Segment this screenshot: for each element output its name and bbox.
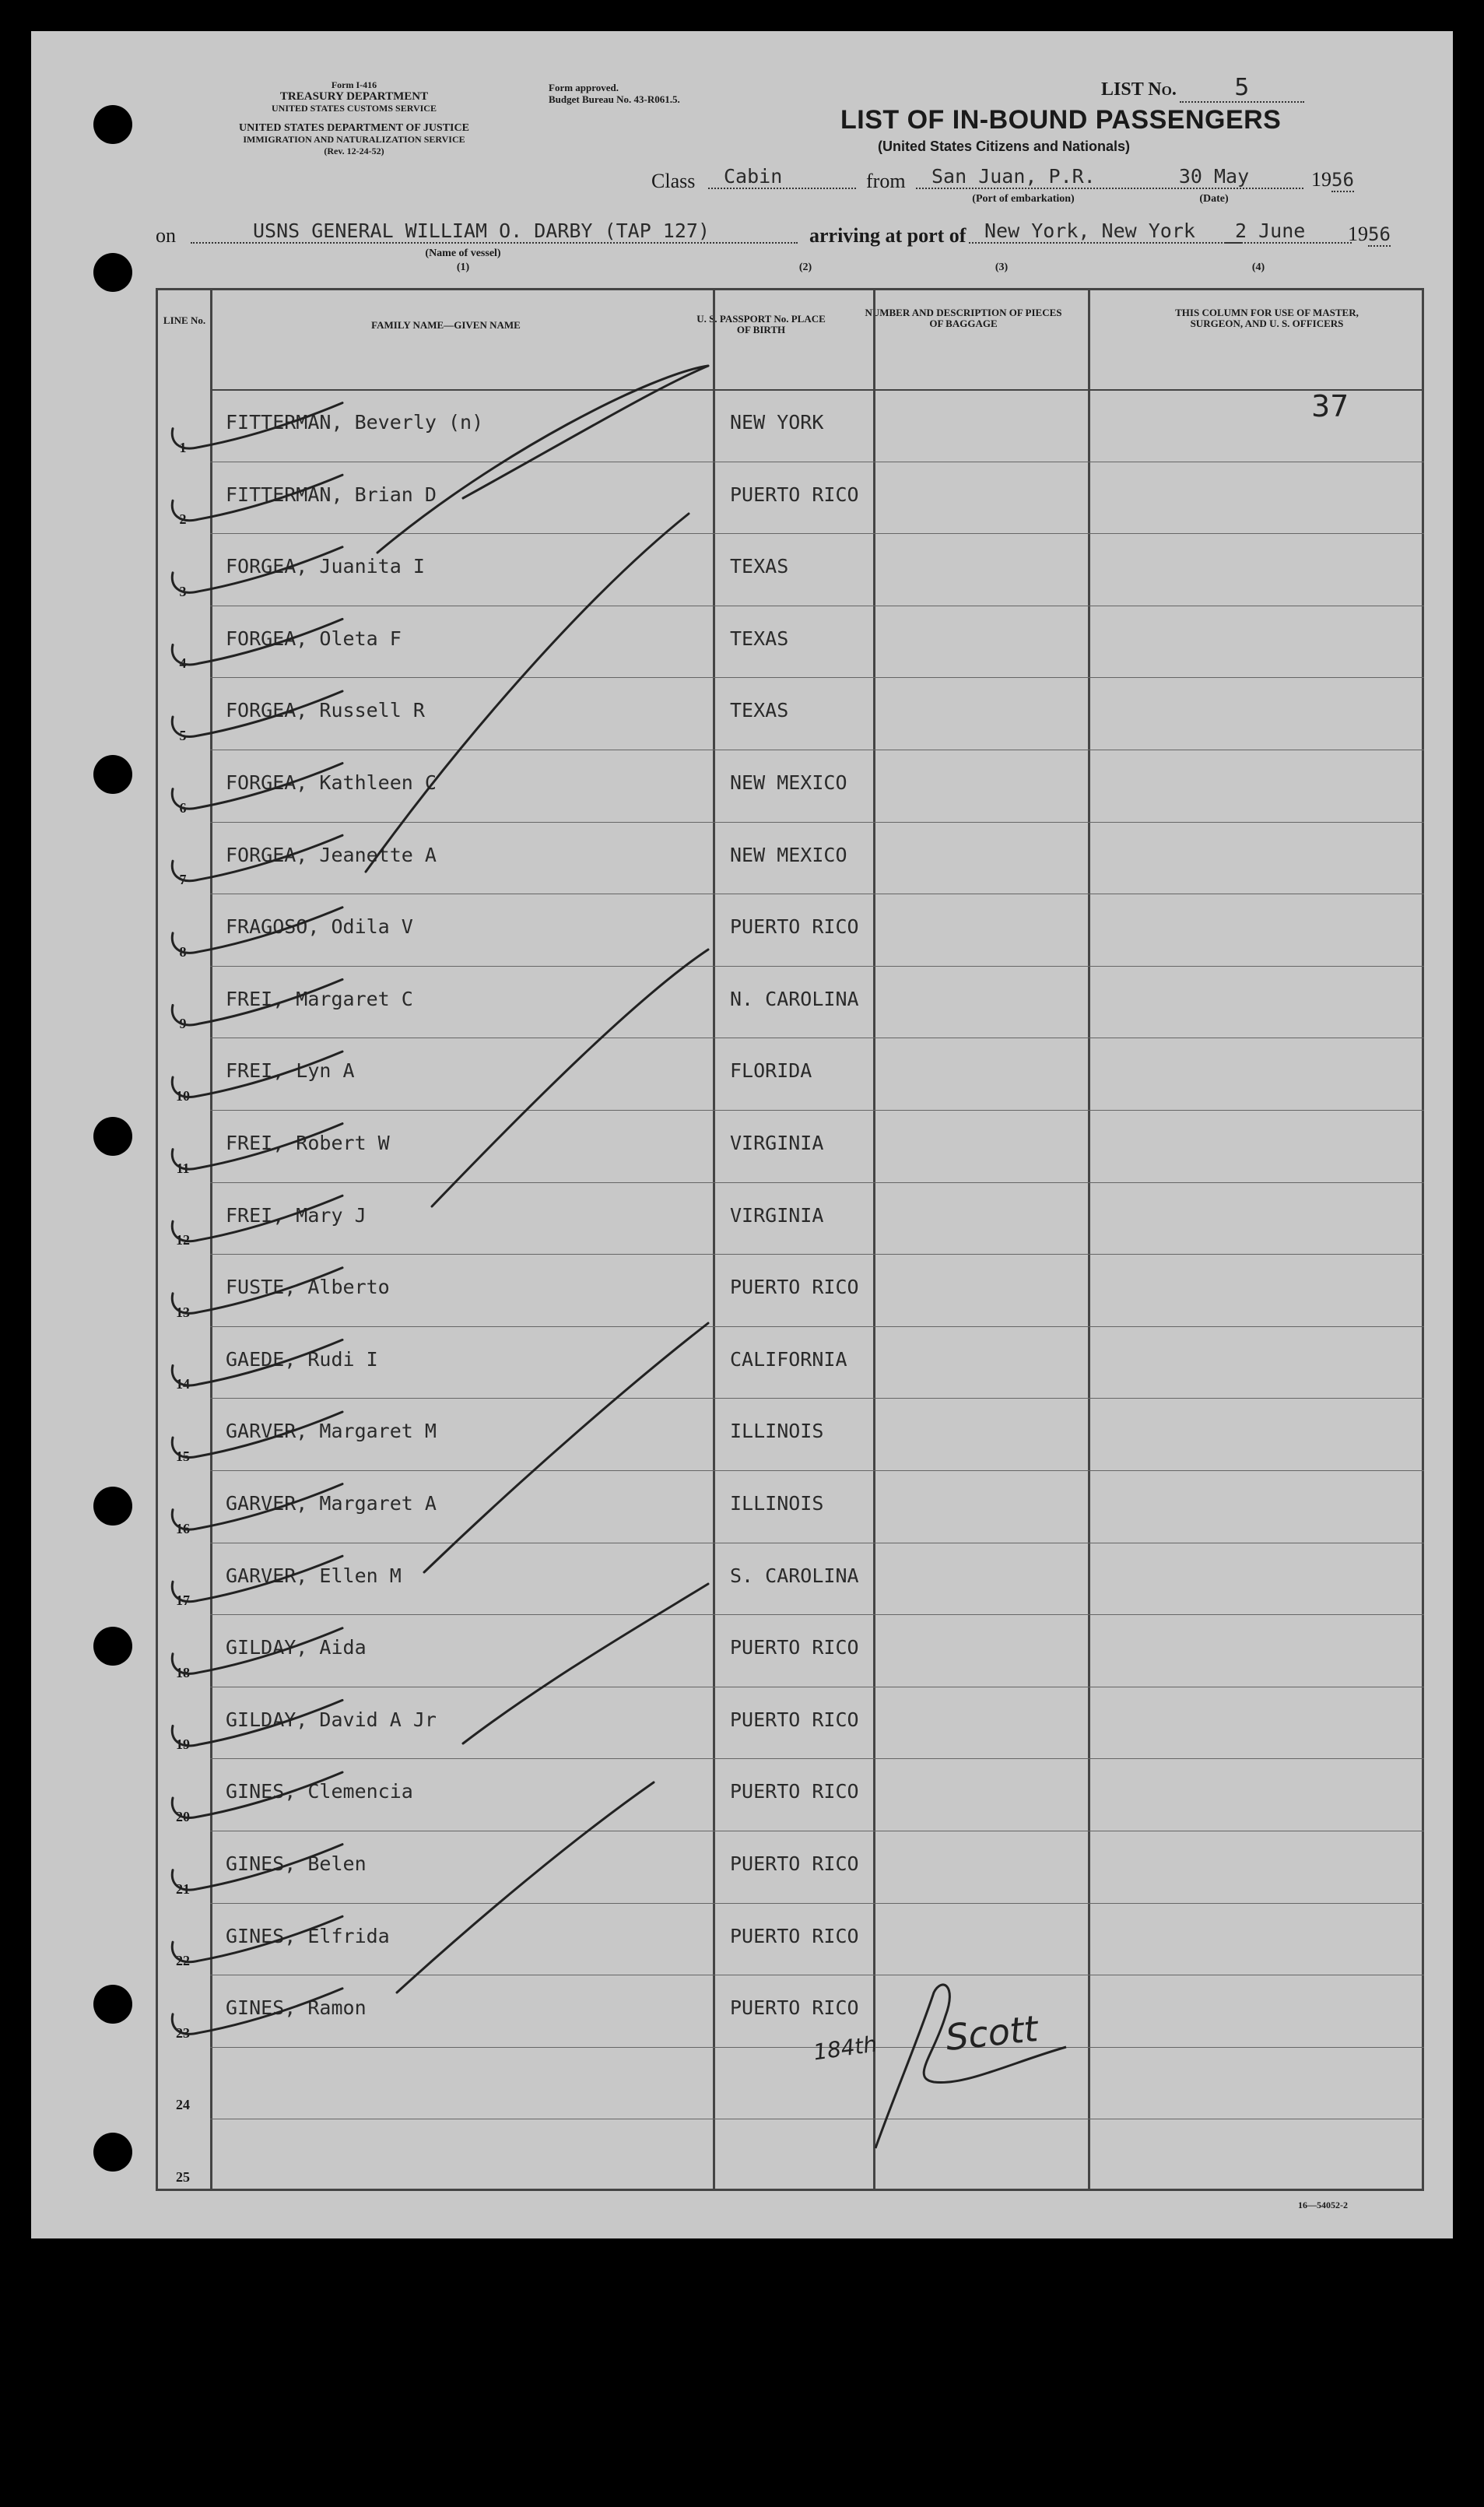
line-number: 17 — [176, 1592, 190, 1609]
signature-note: 184th — [812, 2031, 879, 2066]
arrival-date-value: 2 June — [1226, 219, 1352, 244]
arrival-year-field — [1348, 223, 1391, 246]
col2-number: (2) — [798, 262, 812, 273]
list-number-label: LIST No. — [1101, 79, 1177, 100]
line-number: 8 — [179, 943, 187, 960]
class-label: Class — [651, 170, 696, 192]
passenger-name: GINES, Belen — [226, 1852, 367, 1875]
col4-number: (4) — [1251, 262, 1265, 273]
vessel-caption: (Name of vessel) — [425, 248, 501, 259]
line-number: 24 — [176, 2097, 190, 2113]
passenger-name: FITTERMAN, Beverly (n) — [226, 411, 484, 434]
header-divider — [210, 389, 1424, 391]
punch-hole — [93, 1985, 132, 2024]
line-number: 6 — [179, 799, 187, 816]
place-of-birth: VIRGINIA — [730, 1132, 824, 1154]
row-divider — [210, 1903, 1424, 1904]
row-divider — [210, 1110, 1424, 1111]
document-sheet — [31, 31, 1453, 2238]
place-of-birth: PUERTO RICO — [730, 483, 859, 506]
year-value: 56 — [1331, 169, 1354, 191]
passenger-name: GINES, Clemencia — [226, 1780, 413, 1803]
place-of-birth: PUERTO RICO — [730, 1780, 859, 1803]
row-divider — [210, 1254, 1424, 1255]
passenger-name: GARVER, Ellen M — [226, 1564, 402, 1587]
line-number: 23 — [176, 2024, 190, 2041]
list-number-value: 5 — [1180, 74, 1304, 103]
passenger-name: GARVER, Margaret M — [226, 1420, 437, 1443]
line-number: 10 — [176, 1088, 190, 1104]
place-of-birth: PUERTO RICO — [730, 1708, 859, 1731]
arrival-port-value: New York, New York — [969, 219, 1241, 244]
passenger-name: FUSTE, Alberto — [226, 1276, 390, 1299]
line-number: 4 — [179, 655, 187, 672]
row-divider — [210, 1182, 1424, 1183]
row-divider — [210, 1326, 1424, 1327]
class-value: Cabin — [708, 165, 856, 189]
arrival-year-prefix: 19 — [1348, 223, 1368, 245]
row-divider — [210, 1758, 1424, 1759]
row-divider — [210, 677, 1424, 678]
line-number: 5 — [179, 728, 187, 743]
passenger-name: FREI, Lyn A — [226, 1059, 355, 1083]
place-of-birth: PUERTO RICO — [730, 915, 859, 939]
officer-count: 37 — [1311, 389, 1349, 423]
place-of-birth: S. CAROLINA — [730, 1564, 859, 1587]
row-divider — [210, 533, 1424, 534]
line-number: 20 — [176, 1809, 190, 1824]
punch-hole — [93, 1487, 132, 1526]
column-divider — [873, 288, 875, 2191]
passenger-name: FRAGOSO, Odila V — [226, 915, 413, 939]
place-of-birth: TEXAS — [730, 699, 789, 722]
column-header-name: FAMILY NAME—GIVEN NAME — [371, 319, 521, 331]
place-of-birth: PUERTO RICO — [730, 1636, 859, 1659]
list-number-field — [1101, 74, 1304, 103]
place-of-birth: NEW MEXICO — [730, 771, 847, 794]
line-number: 3 — [179, 583, 187, 599]
vessel-column-number: (1) — [456, 262, 470, 273]
line-number: 14 — [176, 1376, 190, 1392]
line-number: 18 — [176, 1664, 190, 1680]
passenger-name: FREI, Robert W — [226, 1132, 390, 1154]
place-of-birth: VIRGINIA — [730, 1203, 824, 1227]
column-divider — [713, 288, 715, 2191]
column-header-baggage: NUMBER AND DESCRIPTION OF PIECES OF BAGGAGE — [865, 307, 1062, 329]
passenger-name: FORGEA, Russell R — [226, 699, 425, 722]
line-number: 9 — [179, 1016, 187, 1032]
signature: Scott — [943, 2007, 1040, 2059]
page-title: LIST OF IN-BOUND PASSENGERS — [840, 105, 1282, 135]
footer-code: 16—54052-2 — [1298, 2200, 1348, 2210]
punch-hole — [93, 1627, 132, 1666]
passenger-name: FORGEA, Juanita I — [226, 555, 425, 578]
place-of-birth: TEXAS — [730, 627, 789, 650]
row-divider — [210, 1614, 1424, 1615]
line-number: 25 — [176, 2169, 190, 2185]
place-of-birth: NEW MEXICO — [730, 843, 847, 866]
form-header-left — [160, 79, 549, 157]
line-number: 11 — [176, 1160, 190, 1176]
place-of-birth: CALIFORNIA — [730, 1347, 847, 1371]
column-header-line: LINE No. — [163, 314, 206, 326]
line-number: 12 — [176, 1232, 190, 1248]
vessel-value: USNS GENERAL WILLIAM O. DARBY (TAP 127) — [191, 219, 798, 244]
date-caption: (Date) — [1199, 193, 1229, 205]
place-of-birth: PUERTO RICO — [730, 1276, 859, 1299]
place-of-birth: PUERTO RICO — [730, 1852, 859, 1875]
ins-label: IMMIGRATION AND NATURALIZATION SERVICE — [243, 134, 465, 145]
budget-label: Budget Bureau No. 43-R061.5. — [549, 93, 680, 105]
customs-label: UNITED STATES CUSTOMS SERVICE — [272, 103, 437, 114]
column-header-birth: U. S. PASSPORT No. PLACE OF BIRTH — [696, 313, 826, 335]
place-of-birth: NEW YORK — [730, 411, 824, 434]
approved-label: Form approved. — [549, 82, 619, 93]
date-value: 30 May — [1124, 165, 1303, 189]
passenger-name: GINES, Ramon — [226, 1996, 367, 2020]
passenger-name: GILDAY, David A Jr — [226, 1708, 437, 1731]
line-number: 21 — [176, 1880, 190, 1897]
row-divider — [210, 966, 1424, 967]
form-approval — [549, 82, 680, 105]
line-number: 1 — [179, 439, 187, 455]
arriving-label: arriving at port of — [809, 224, 967, 247]
place-of-birth: N. CAROLINA — [730, 987, 859, 1010]
punch-hole — [93, 2133, 132, 2172]
place-of-birth: ILLINOIS — [730, 1420, 824, 1443]
passenger-name: FORGEA, Kathleen C — [226, 771, 437, 794]
line-number: 2 — [179, 511, 187, 528]
passenger-name: GAEDE, Rudi I — [226, 1347, 378, 1371]
year-field — [1311, 168, 1354, 191]
row-divider — [210, 1470, 1424, 1471]
punch-hole — [93, 105, 132, 144]
punch-hole — [93, 755, 132, 794]
place-of-birth: FLORIDA — [730, 1059, 812, 1083]
passenger-name: FREI, Margaret C — [226, 987, 413, 1010]
arrival-year-value: 56 — [1368, 223, 1391, 245]
place-of-birth: ILLINOIS — [730, 1492, 824, 1515]
place-of-birth: PUERTO RICO — [730, 1996, 859, 2020]
passenger-name: FORGEA, Oleta F — [226, 627, 402, 650]
place-of-birth: TEXAS — [730, 555, 789, 578]
column-divider — [1088, 288, 1090, 2191]
from-value: San Juan, P.R. — [916, 165, 1126, 189]
page-subtitle: (United States Citizens and Nationals) — [878, 139, 1131, 154]
line-number: 19 — [176, 1736, 190, 1753]
place-of-birth: PUERTO RICO — [730, 1924, 859, 1947]
row-divider — [210, 1398, 1424, 1399]
from-label: from — [866, 170, 906, 192]
passenger-name: GILDAY, Aida — [226, 1636, 367, 1659]
passenger-name: GARVER, Margaret A — [226, 1492, 437, 1515]
column-divider — [210, 288, 212, 2191]
line-number: 13 — [176, 1304, 190, 1320]
passenger-name: FREI, Mary J — [226, 1203, 367, 1227]
passenger-name: GINES, Elfrida — [226, 1924, 390, 1947]
line-number: 22 — [176, 1953, 190, 1969]
punch-hole — [93, 1117, 132, 1156]
revision-label: (Rev. 12-24-52) — [324, 146, 384, 156]
row-divider — [210, 822, 1424, 823]
line-number: 15 — [176, 1448, 190, 1464]
passenger-name: FITTERMAN, Brian D — [226, 483, 437, 506]
col3-number: (3) — [995, 262, 1009, 273]
passenger-name: FORGEA, Jeanette A — [226, 843, 437, 866]
on-label: on — [156, 224, 176, 247]
form-number: Form I-416 — [331, 79, 377, 90]
port-caption: (Port of embarkation) — [972, 193, 1075, 205]
treasury-label: TREASURY DEPARTMENT — [279, 90, 429, 103]
column-header-officers: THIS COLUMN FOR USE OF MASTER, SURGEON, AND U. S. OFFICERS — [1175, 307, 1359, 329]
year-prefix: 19 — [1311, 168, 1331, 191]
justice-label: UNITED STATES DEPARTMENT OF JUSTICE — [239, 122, 469, 134]
line-number: 7 — [179, 872, 187, 888]
line-number: 16 — [176, 1520, 190, 1536]
punch-hole — [93, 253, 132, 292]
